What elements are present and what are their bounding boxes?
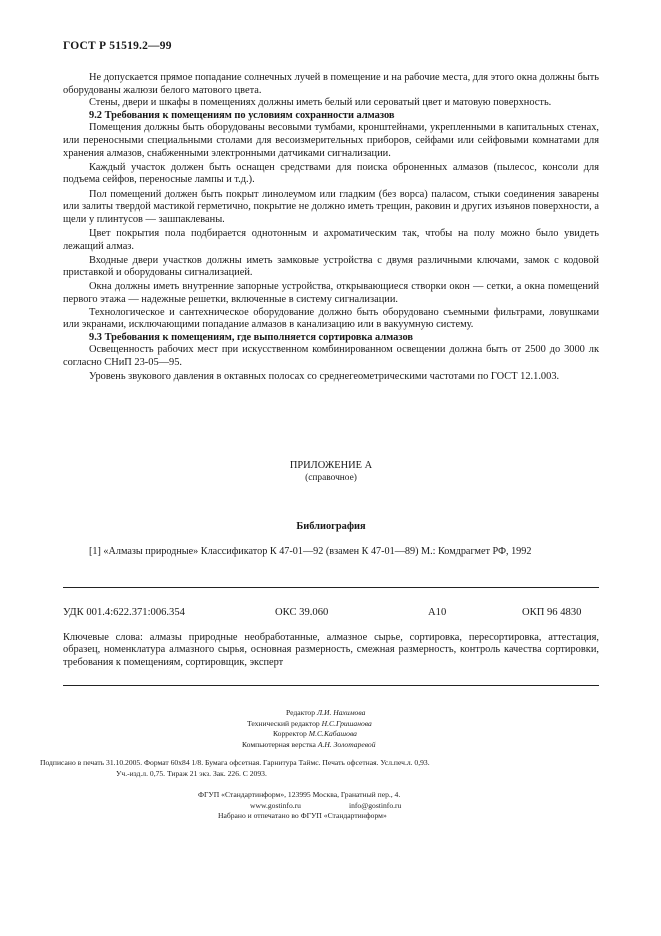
section-9-3-heading: 9.3 Требования к помещениям, где выполняется сортировка алмазов <box>89 331 414 343</box>
udk-code: УДК 001.4:622.371:006.354 <box>63 607 185 618</box>
layout-line <box>242 740 376 751</box>
paragraph-premises-equipment: Помещения должны быть оборудованы весовыми тумбами, кронштейнами, укрепленными в капитальных стенах, или переносными специальными столами для весоизмерительных приборов, сейфами или сейфовыми комнатами для хранения алмазов, снабженными электронными датчиками сигнализации. <box>63 122 599 159</box>
top-divider <box>63 587 599 588</box>
bibliography-entry: [1] «Алмазы природные» Классификатор К 47-01—92 (взамен К 47-01—89) М.: Комдрагмет РФ, 1992 <box>89 546 532 557</box>
publication-line-2: Уч.-изд.л. 0,75. Тираж 21 экз. Зак. 226. С 2093. <box>116 768 267 778</box>
main-body-text <box>63 72 599 384</box>
okp-code: ОКП 96 4830 <box>522 607 582 618</box>
tech-editor-label: Технический редактор <box>247 718 320 728</box>
proofreader-line <box>273 729 357 740</box>
tech-editor-line <box>247 719 372 730</box>
editor-label: Редактор <box>286 708 316 717</box>
printed-by: Набрано и отпечатано во ФГУП «Стандартинформ» <box>218 811 387 821</box>
layout-name: А.Н. Золотаревой <box>317 739 376 749</box>
proofreader-label: Корректор <box>273 729 307 739</box>
editor-line <box>286 708 365 719</box>
bibliography-title: Библиография <box>296 521 366 532</box>
publisher-address: ФГУП «Стандартинформ», 123995 Москва, Гранатный пер., 4. <box>198 790 401 799</box>
publisher-email: info@gostinfo.ru <box>349 800 402 810</box>
paragraph-floor: Пол помещений должен быть покрыт линолеумом или гладким (без ворса) паласом, стыки соединения заварены или залиты твердой мастикой герметично, покрытие не должно иметь трещин, раковин и других изъянов поверхности, а щели у плинтусов — зашпаклеваны. <box>63 188 599 225</box>
paragraph-doors: Входные двери участков должны иметь замковые устройства с двумя различными ключами, замок с кодовой приставкой и оборудованы сигнализацией. <box>63 254 599 279</box>
layout-label: Компьютерная верстка <box>242 739 316 749</box>
appendix-heading <box>63 460 599 484</box>
standard-header: ГОСТ Р 51519.2—99 <box>63 40 172 52</box>
appendix-title: ПРИЛОЖЕНИЕ А <box>289 460 373 471</box>
paragraph-search-tools: Каждый участок должен быть оснащен средствами для поиска оброненных алмазов (пылесос, консоли для подъема сейфов, переносные лампы и т.д.). <box>63 161 599 186</box>
paragraph-noise: Уровень звукового давления в октавных полосах со среднегеометрическими частотами по ГОСТ 12.1.003. <box>89 371 560 383</box>
paragraph-sunlight: Не допускается прямое попадание солнечных лучей в помещение и на рабочие места, для этого окна должны быть оборудованы жалюзи белого матового цвета. <box>63 72 599 96</box>
editor-name: Л.И. Нахимова <box>316 708 366 717</box>
paragraph-floor-color: Цвет покрытия пола подбирается однотонным и ахроматическим так, чтобы на полу можно было увидеть лежащий алмаз. <box>63 227 599 252</box>
proofreader-name: М.С.Кабашова <box>308 729 357 739</box>
paragraph-illumination: Освещенность рабочих мест при искусственном комбинированном освещении должна быть от 2500 до 3000 лк согласно СНиП 23-05—95. <box>63 344 599 369</box>
paragraph-windows: Окна должны иметь внутренние запорные устройства, открывающиеся створки окон — сетки, а окна помещений первого этажа — надежные решетки, включенные в систему сигнализации. <box>63 281 599 306</box>
appendix-subtitle: (справочное) <box>305 473 357 483</box>
keywords: Ключевые слова: алмазы природные необработанные, алмазное сырье, сортировка, пересортировка, аттестация, образец, номенклатура алмазного сырья, основная размерность, смежная размерность, контроль качества сортировки, требования к помещениям, сортировщик, эксперт <box>63 632 599 668</box>
publication-line-1: Подписано в печать 31.10.2005. Формат 60x84 1/8. Бумага офсетная. Гарнитура Таймс. Печать офсетная. Усл.печ.л. 0,93. <box>40 758 430 767</box>
paragraph-walls: Стены, двери и шкафы в помещениях должны иметь белый или сероватый цвет и матовую поверхность. <box>89 97 552 109</box>
section-9-2-heading: 9.2 Требования к помещениям по условиям сохранности алмазов <box>89 109 395 121</box>
bottom-divider <box>63 685 599 686</box>
publisher-website: www.gostinfo.ru <box>250 800 301 810</box>
oks-code: ОКС 39.060 <box>275 607 329 618</box>
category-code: А10 <box>428 607 447 618</box>
tech-editor-name: Н.С.Гришанова <box>321 718 372 728</box>
paragraph-filters: Технологическое и сантехническое оборудование должно быть оборудовано съемными фильтрами, ловушками или экранами, исключающими попадание алмазов в канализацию или в вакуумную систему. <box>63 306 599 331</box>
